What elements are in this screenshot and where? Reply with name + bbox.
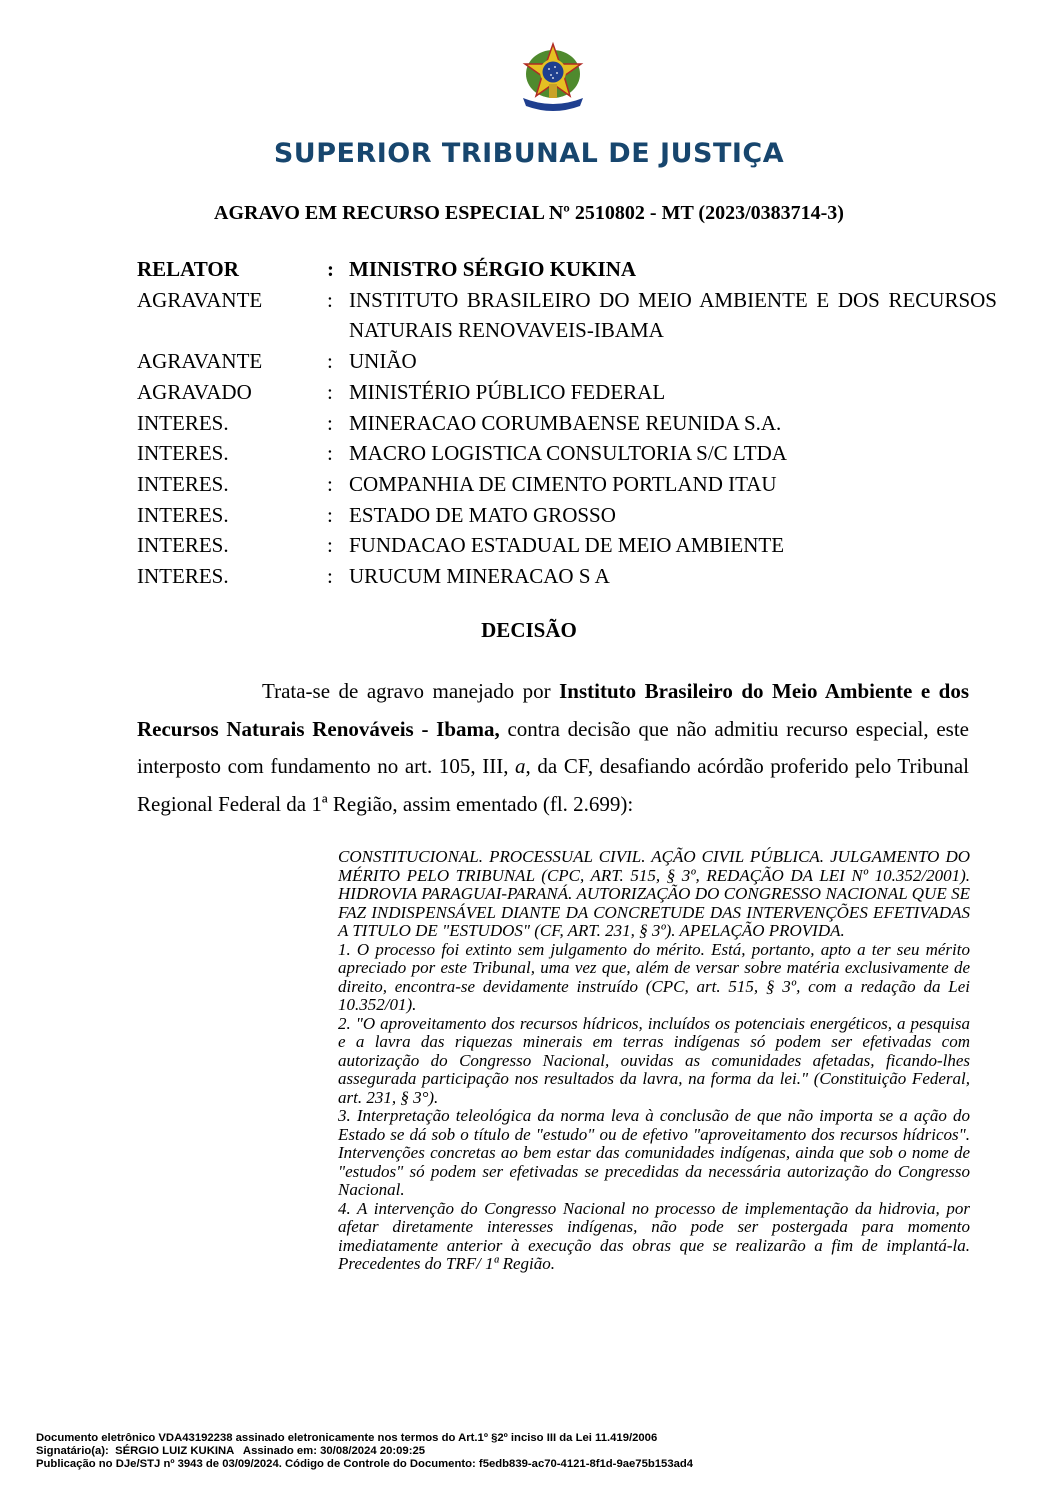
party-row <box>137 561 997 592</box>
party-name: COMPANHIA DE CIMENTO PORTLAND ITAU <box>349 471 777 496</box>
ementa-item: 3. Interpretação teleológica da norma leva à conclusão de que não importa se a ação do Estado se dá sob o título de "estudo" ou de efetivo "aproveitamento dos recursos hídricos". Intervenções concretas ao bem estar das comunidades indígenas, ainda que sob o nome de "estudos" só podem ser efetivadas se precedidas da necessária autorização do Congresso Nacional. <box>338 1106 970 1199</box>
party-name: URUCUM MINERACAO S A <box>349 564 610 589</box>
party-emphasis: Instituto Brasileiro do Meio Ambiente e dos Recursos Naturais Renováveis - Ibama, <box>137 679 969 741</box>
paragraph-text: Trata-se de agravo manejado por <box>262 679 560 703</box>
party-row <box>137 438 997 469</box>
party-role: INTERES. <box>137 471 229 496</box>
party-role: AGRAVADO <box>137 379 252 404</box>
party-colon: : <box>327 379 333 404</box>
party-name: ESTADO DE MATO GROSSO <box>349 502 616 527</box>
party-role: INTERES. <box>137 441 229 466</box>
ementa-item: 4. A intervenção do Congresso Nacional no processo de implementação da hidrovia, por afetar diretamente interesses indígenas, não pode ser postergada para momento imediatamente anterior à execução das obras que se realizarão a fim de implantá-la. Precedentes do TRF/ 1ª Região. <box>338 1198 970 1273</box>
party-colon: : <box>327 257 334 281</box>
party-name: UNIÃO <box>349 349 417 374</box>
ementa-quote <box>338 848 970 1274</box>
party-row <box>137 254 997 285</box>
party-name: MINERACAO CORUMBAENSE REUNIDA S.A. <box>349 410 782 435</box>
party-colon: : <box>327 502 333 527</box>
party-name: FUNDACAO ESTADUAL DE MEIO AMBIENTE <box>349 533 785 558</box>
footer-signatory-line: Signatário(a): SÉRGIO LUIZ KUKINA Assinado em: 30/08/2024 20:09:25 <box>36 1445 426 1457</box>
party-role: INTERES. <box>137 533 229 558</box>
paragraph-text: contra decisão que não admitiu recurso especial, este interposto com fundamento no art. 105, III, <box>137 716 969 778</box>
party-name: MINISTRO SÉRGIO KUKINA <box>349 257 637 281</box>
decision-paragraph <box>137 673 969 823</box>
party-name: MACRO LOGISTICA CONSULTORIA S/C LTDA <box>349 441 787 466</box>
party-row <box>137 346 997 377</box>
party-role: AGRAVANTE <box>137 287 263 312</box>
footer-publication-line: Publicação no DJe/STJ nº 3943 de 03/09/2024. Código de Controle do Documento: f5edb839-ac70-4121-8f1d-9ae75b153ad4 <box>36 1458 694 1470</box>
party-colon: : <box>327 349 333 374</box>
ementa-heading: CONSTITUCIONAL. PROCESSUAL CIVIL. AÇÃO CIVIL PÚBLICA. JULGAMENTO DO MÉRITO PELO TRIBUNAL (CPC, ART. 515, § 3º, REDAÇÃO DA LEI Nº 10.352/2001). HIDROVIA PARAGUAI-PARANÁ. AUTORIZAÇÃO DO CONGRESSO NACIONAL QUE SE FAZ INDISPENSÁVEL DIANTE DA CONCRETUDE DAS INTERVENÇÕES EFETIVADAS A TITULO DE "ESTUDOS" (CF, ART. 231, § 3º). APELAÇÃO PROVIDA. <box>338 847 970 940</box>
ementa-item: 2. "O aproveitamento dos recursos hídricos, incluídos os potenciais energéticos, a pesquisa e a lavra das riquezas minerais em terras indígenas só podem ser efetivadas com autorização do Congresso Nacional, ouvidas as comunidades afetadas, ficando-lhes assegurada participação nos resultados da lavra, na forma da lei." (Constituição Federal, art. 231, § 3°). <box>338 1013 970 1107</box>
court-name: SUPERIOR TRIBUNAL DE JUSTIÇA <box>273 138 785 169</box>
paragraph-text: , da CF, desafiando acórdão proferido pelo Tribunal Regional Federal da 1ª Região, assim ementado (fl. 2.699): <box>137 754 969 816</box>
party-role: RELATOR <box>137 257 239 281</box>
party-colon: : <box>327 533 333 558</box>
decision-heading: DECISÃO <box>481 618 577 642</box>
party-row <box>137 500 997 531</box>
party-name: INSTITUTO BRASILEIRO DO MEIO AMBIENTE E DOS RECURSOS NATURAIS RENOVAVEIS-IBAMA <box>349 287 997 343</box>
party-row <box>137 469 997 500</box>
party-colon: : <box>327 441 333 466</box>
party-role: AGRAVANTE <box>137 349 263 374</box>
party-row <box>137 377 997 408</box>
ementa-item: 1. O processo foi extinto sem julgamento do mérito. Está, portanto, apto a ter seu mérito apreciado por este Tribunal, uma vez que, além de versar sobre matéria exclusivamente de direito, encontra-se devidamente instruído (CPC, art. 515, § 3º, com a redação da Lei 10.352/01). <box>338 939 970 1014</box>
parties-list <box>137 254 997 592</box>
party-role: INTERES. <box>137 564 229 589</box>
paragraph-italic: a <box>515 754 526 778</box>
party-role: INTERES. <box>137 502 229 527</box>
party-colon: : <box>327 287 333 312</box>
footer-document-line: Documento eletrônico VDA43192238 assinado eletronicamente nos termos do Art.1º §2º inciso III da Lei 11.419/2006 <box>36 1432 658 1444</box>
party-row <box>137 285 997 346</box>
party-colon: : <box>327 564 333 589</box>
party-role: INTERES. <box>137 410 229 435</box>
signature-footer <box>36 1432 1026 1471</box>
party-colon: : <box>327 410 333 435</box>
party-row <box>137 530 997 561</box>
brazil-coat-of-arms-icon <box>518 40 588 116</box>
party-row <box>137 408 997 439</box>
party-colon: : <box>327 471 333 496</box>
party-name: MINISTÉRIO PÚBLICO FEDERAL <box>349 379 666 404</box>
case-title: AGRAVO EM RECURSO ESPECIAL Nº 2510802 - MT (2023/0383714-3) <box>214 202 844 224</box>
